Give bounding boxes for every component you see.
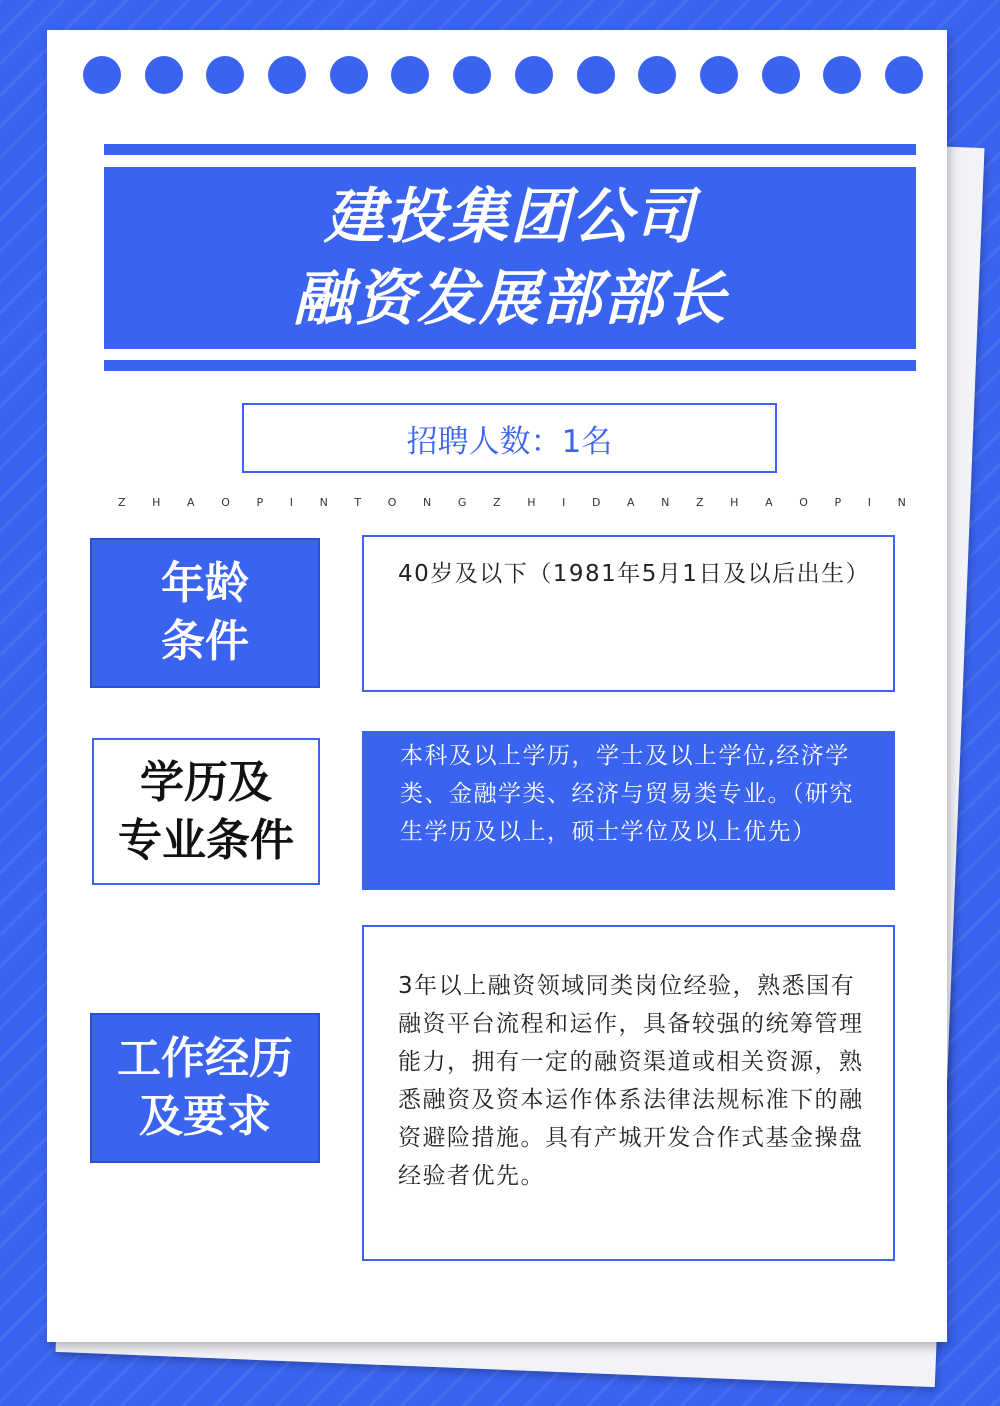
experience-label [90, 1013, 320, 1163]
title-line-position: 融资发展部部长 [293, 264, 727, 334]
strip-letter: T [354, 496, 362, 509]
decorative-letter-strip [118, 496, 906, 509]
experience-content-text: 3年以上融资领域同类岗位经验，熟悉国有融资平台流程和运作，具备较强的统筹管理能力，拥有一定的融资渠道或相关资源，熟悉融资及资本运作体系法律法规标准下的融资避险措施。具有产城开发合作式基金操盘经验者优先。 [398, 973, 864, 1189]
education-label-line2: 专业条件 [118, 814, 294, 866]
strip-letter: Z [696, 496, 704, 509]
binder-hole [330, 56, 368, 94]
strip-letter: A [627, 496, 635, 509]
strip-letter: Z [118, 496, 126, 509]
strip-letter: P [834, 496, 842, 509]
strip-letter: H [152, 496, 161, 509]
strip-letter: G [457, 496, 467, 509]
title-bottom-stripe [104, 360, 916, 371]
strip-letter: A [765, 496, 773, 509]
strip-letter: P [256, 496, 264, 509]
strip-letter: O [799, 496, 808, 509]
education-label-line1: 学历及 [140, 756, 272, 808]
strip-letter: N [661, 496, 670, 509]
education-content-text: 本科及以上学历，学士及以上学位,经济学类、金融学类、经济与贸易类专业。（研究生学历及以上，硕士学位及以上优先） [400, 743, 854, 845]
strip-letter: I [867, 496, 871, 509]
binder-hole [885, 56, 923, 94]
strip-letter: N [423, 496, 432, 509]
binder-hole [268, 56, 306, 94]
education-content [362, 731, 895, 890]
binder-hole [83, 56, 121, 94]
binder-hole [391, 56, 429, 94]
experience-content [362, 925, 895, 1261]
education-label [92, 738, 320, 885]
binder-hole [453, 56, 491, 94]
binder-hole [823, 56, 861, 94]
strip-letter: O [387, 496, 397, 509]
strip-letter: N [319, 496, 328, 509]
binder-holes [83, 56, 923, 96]
strip-letter: O [221, 496, 230, 509]
strip-letter: D [591, 496, 601, 509]
binder-hole [515, 56, 553, 94]
headcount-text: 招聘人数：1名 [406, 423, 613, 460]
experience-label-line2: 及要求 [139, 1091, 271, 1142]
title-top-stripe [104, 144, 916, 155]
age-label-line1: 年龄 [161, 558, 249, 609]
title-line-company: 建投集团公司 [324, 182, 696, 252]
age-label [90, 538, 320, 688]
age-content-text: 40岁及以下（1981年5月1日及以后出生） [398, 561, 871, 587]
binder-hole [700, 56, 738, 94]
binder-hole [638, 56, 676, 94]
strip-letter: N [897, 496, 906, 509]
strip-letter: I [289, 496, 293, 509]
strip-letter: H [527, 496, 536, 509]
binder-hole [206, 56, 244, 94]
binder-hole [145, 56, 183, 94]
binder-hole [577, 56, 615, 94]
binder-hole [762, 56, 800, 94]
age-label-line2: 条件 [161, 616, 249, 667]
strip-letter: Z [493, 496, 501, 509]
strip-letter: I [562, 496, 566, 509]
experience-label-line1: 工作经历 [117, 1033, 293, 1084]
headcount-box [242, 403, 777, 473]
age-content [362, 535, 895, 692]
page-title [104, 167, 916, 349]
strip-letter: A [187, 496, 195, 509]
strip-letter: H [730, 496, 739, 509]
